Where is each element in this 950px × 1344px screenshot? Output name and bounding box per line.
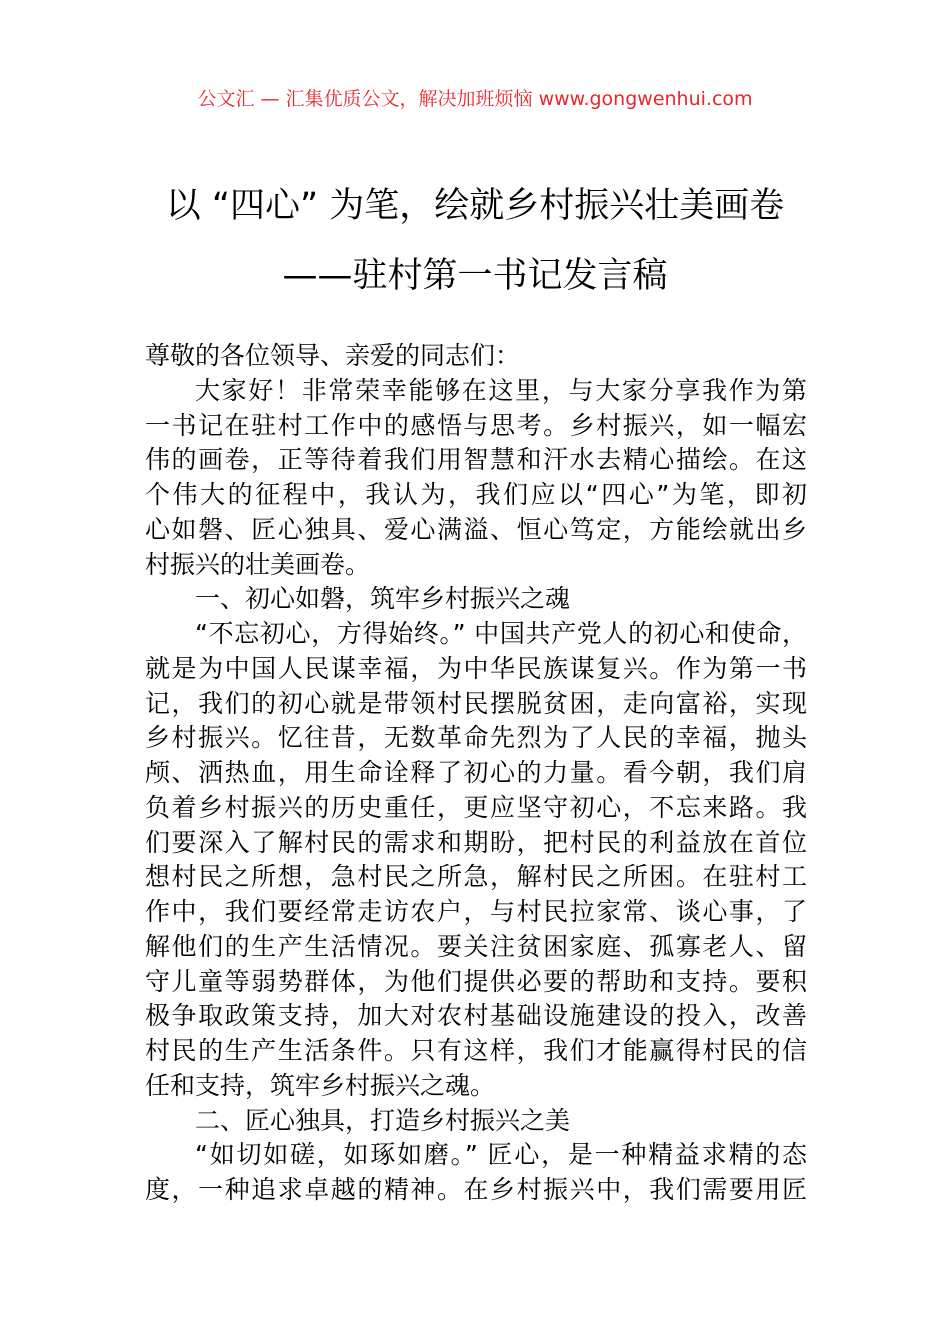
text-line: 乡村振兴。忆往昔，无数革命先烈为了人民的幸福，抛头 — [145, 723, 807, 753]
document-body — [145, 339, 807, 1208]
text-line: “不忘初心，方得始终。” 中国共产党人的初心和使命， — [195, 619, 807, 648]
text-line: 记，我们的初心就是带领村民摆脱贫困，走向富裕，实现 — [145, 688, 807, 718]
text-line: 村民的生产生活条件。只有这样，我们才能赢得村民的信 — [145, 1036, 807, 1065]
text-line: 一、初心如磐，筑牢乡村振兴之魂 — [195, 584, 571, 614]
text-line: “如切如磋，如琢如磨。” 匠心，是一种精益求精的态 — [195, 1140, 807, 1170]
text-line: 二、匠心独具，打造乡村振兴之美 — [195, 1105, 571, 1135]
text-line: 大家好！非常荣幸能够在这里，与大家分享我作为第 — [195, 375, 807, 405]
watermark-header: 公文汇 — 汇集优质公文，解决加班烦恼 www.gongwenhui.com — [197, 88, 753, 110]
text-line: 颅、洒热血，用生命诠释了初心的力量。看今朝，我们肩 — [145, 758, 807, 787]
text-line: 想村民之所想，急村民之所急，解村民之所困。在驻村工 — [145, 862, 807, 892]
text-line: 就是为中国人民谋幸福，为中华民族谋复兴。作为第一书 — [145, 653, 807, 683]
text-line: 伟的画卷，正等待着我们用智慧和汗水去精心描绘。在这 — [145, 445, 807, 475]
text-line: 极争取政策支持，加大对农村基础设施建设的投入，改善 — [145, 1001, 807, 1031]
text-line: 尊敬的各位领导、亲爱的同志们： — [145, 341, 521, 370]
text-line: 心如磐、匠心独具、爱心满溢、恒心笃定，方能绘就出乡 — [145, 514, 807, 544]
text-line: 度，一种追求卓越的精神。在乡村振兴中，我们需要用匠 — [145, 1175, 807, 1204]
text-line: 守儿童等弱势群体，为他们提供必要的帮助和支持。要积 — [145, 966, 807, 996]
document-title: 以 “四心” 为笔，绘就乡村振兴壮美画卷 — [165, 186, 785, 226]
text-line: 任和支持，筑牢乡村振兴之魂。 — [145, 1070, 496, 1100]
text-line: 负着乡村振兴的历史重任，更应坚守初心，不忘来路。我 — [145, 792, 807, 822]
text-line: 一书记在驻村工作中的感悟与思考。乡村振兴，如一幅宏 — [145, 410, 807, 440]
text-line: 解他们的生产生活情况。要关注贫困家庭、孤寡老人、留 — [145, 931, 807, 961]
text-line: 们要深入了解村民的需求和期盼，把村民的利益放在首位 — [145, 827, 807, 857]
document-subtitle: ——驻村第一书记发言稿 — [282, 256, 668, 296]
text-line: 作中，我们要经常走访农户，与村民拉家常、谈心事，了 — [145, 897, 807, 926]
text-line: 个伟大的征程中，我认为，我们应以“四心”为笔，即初 — [145, 480, 807, 509]
text-line: 村振兴的壮美画卷。 — [145, 549, 371, 579]
